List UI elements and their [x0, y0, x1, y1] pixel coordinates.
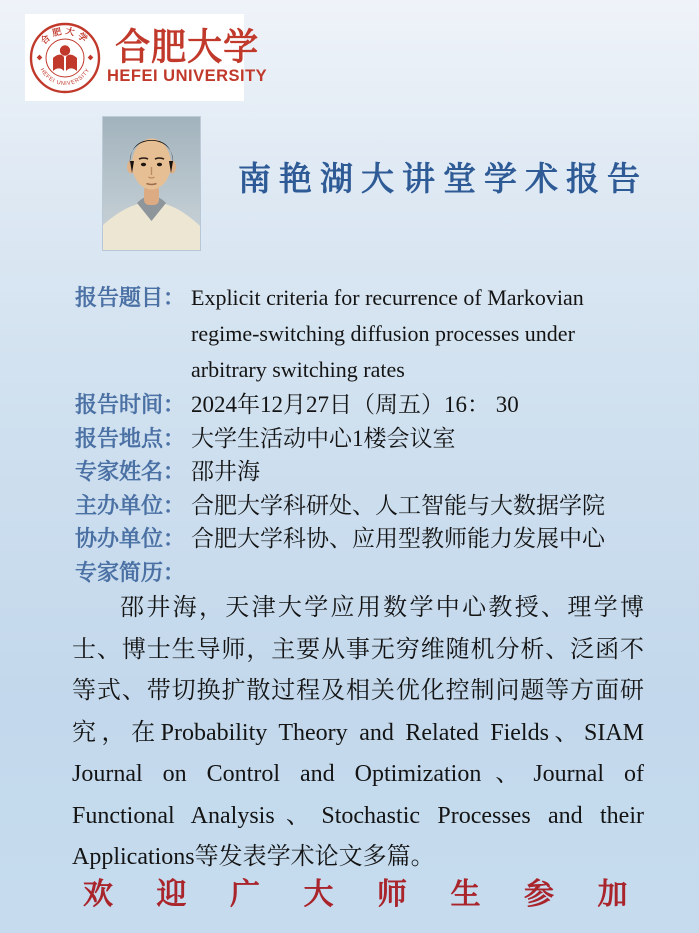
- logo-text: [107, 27, 268, 86]
- field-value-expert-name: 邵井海: [191, 459, 260, 484]
- field-label-expert-resume: 专家简历：: [75, 559, 186, 585]
- field-row-expert-name: [75, 455, 645, 489]
- university-seal-icon: [29, 22, 101, 94]
- field-value-report-location: 大学生活动中心1楼会议室: [191, 425, 456, 451]
- field-row-report-location: [75, 422, 645, 456]
- field-row-organizer: [75, 489, 645, 523]
- field-value-organizer: 合肥大学科研处、人工智能与大数据学院: [191, 492, 605, 518]
- university-logo: [25, 14, 268, 101]
- field-row-co-organizer: [75, 522, 645, 556]
- field-row-report-time: [75, 388, 645, 422]
- field-value-report-time: 2024年12月27日（周五）16： 30: [191, 392, 519, 417]
- poster-title: 南艳湖大讲堂学术报告: [238, 162, 648, 198]
- field-label-organizer: 主办单位：: [75, 492, 186, 518]
- field-label-report-title: 报告题目：: [75, 285, 186, 310]
- speaker-bio: 邵井海，天津大学应用数学中心教授、理学博士、博士生导师，主要从事无穷维随机分析、泛函不等式、带切换扩散过程及相关优化控制问题等方面研究，在Probability Theory and Related Fields、SIAM Journal on Control and Optimization、Journal of Functional Analysis、Stochastic Processes and their Applications等发表学术论文多篇。: [72, 595, 644, 870]
- university-name-en: HEFEI UNIVERSITY: [107, 67, 268, 86]
- field-value-report-title: Explicit criteria for recurrence of Markovian regime-switching diffusion processes under arbitrary switching rates: [191, 285, 584, 382]
- field-label-report-time: 报告时间：: [75, 392, 186, 417]
- field-label-expert-name: 专家姓名：: [75, 459, 186, 484]
- svg-text:HEFEI UNIVERSITY: HEFEI UNIVERSITY: [38, 66, 92, 87]
- field-label-co-organizer: 协办单位：: [75, 526, 186, 551]
- speaker-photo: [103, 117, 200, 250]
- info-fields: [75, 280, 645, 589]
- field-value-co-organizer: 合肥大学科协、应用型教师能力发展中心: [191, 526, 605, 551]
- welcome-message: 欢 迎 广 大 师 生 参 加: [83, 878, 629, 911]
- university-name-cn: 合肥大学: [115, 27, 260, 69]
- field-label-report-location: 报告地点：: [75, 425, 186, 451]
- svg-text:合肥大学: 合肥大学: [38, 25, 92, 46]
- field-row-expert-resume: [75, 556, 645, 590]
- field-row-report-title: [75, 280, 645, 388]
